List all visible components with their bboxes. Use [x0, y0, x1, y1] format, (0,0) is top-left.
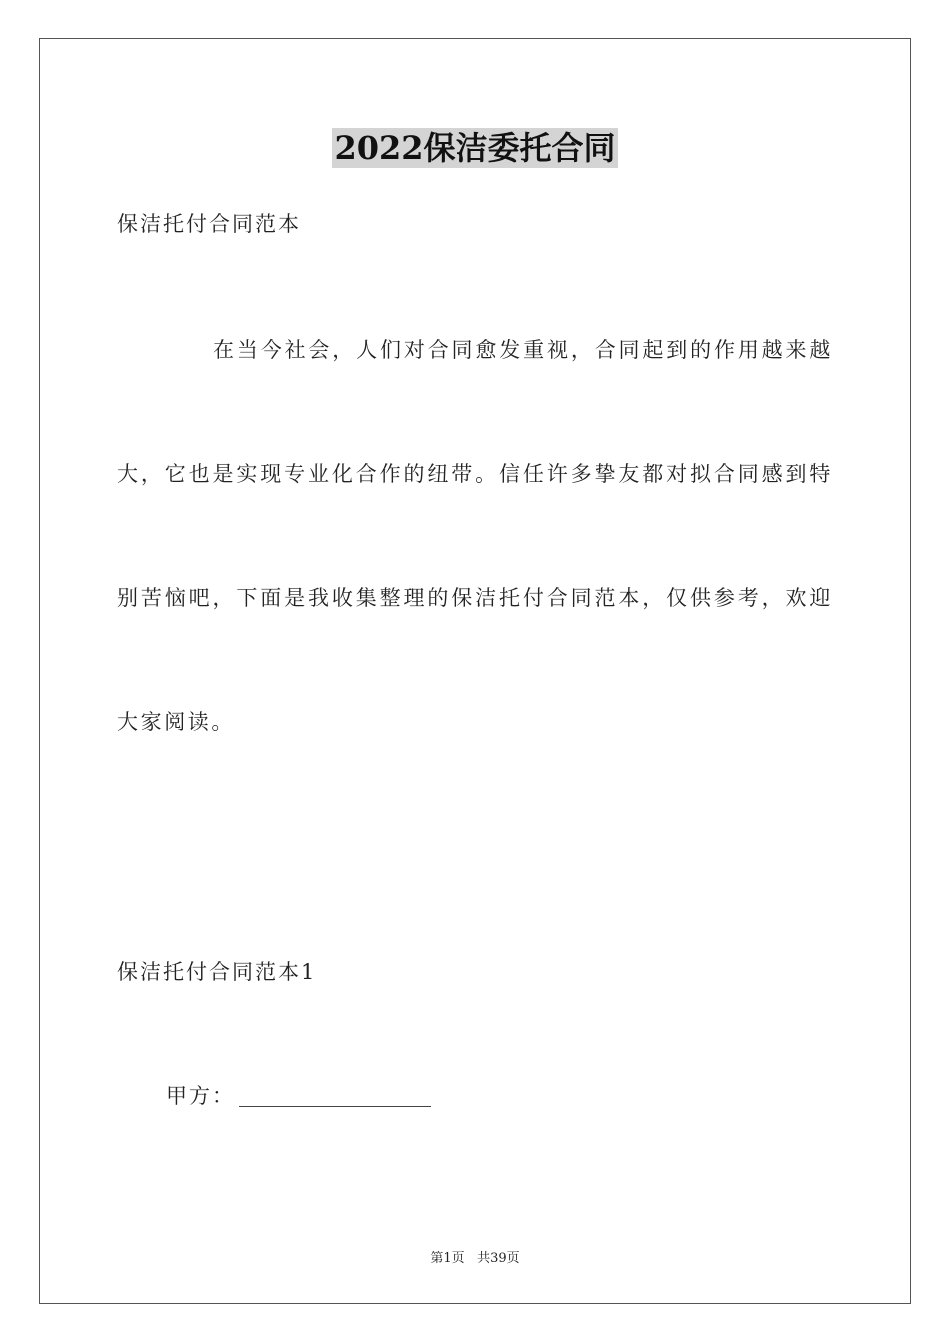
document-title: 2022保洁委托合同 — [334, 129, 616, 167]
section-title: 保洁托付合同范本1 — [117, 960, 317, 984]
intro-line-3: 别苦恼吧，下面是我收集整理的保洁托付合同范本，仅供参考，欢迎 — [117, 586, 833, 610]
party-a-blank-field[interactable] — [239, 1084, 431, 1107]
intro-line-4: 大家阅读。 — [117, 710, 235, 734]
total-pages-label: 共39页 — [477, 1251, 520, 1266]
document-subtitle: 保洁托付合同范本 — [117, 212, 301, 236]
party-a-row — [166, 1082, 431, 1110]
page-footer — [0, 1247, 950, 1266]
intro-line-2: 大，它也是实现专业化合作的纽带。信任许多挚友都对拟合同感到特 — [117, 462, 833, 486]
party-a-label: 甲方： — [166, 1084, 235, 1108]
title-container — [0, 128, 950, 168]
current-page-label: 第1页 — [430, 1251, 465, 1266]
intro-line-1: 在当今社会，人们对合同愈发重视，合同起到的作用越来越 — [213, 338, 833, 362]
